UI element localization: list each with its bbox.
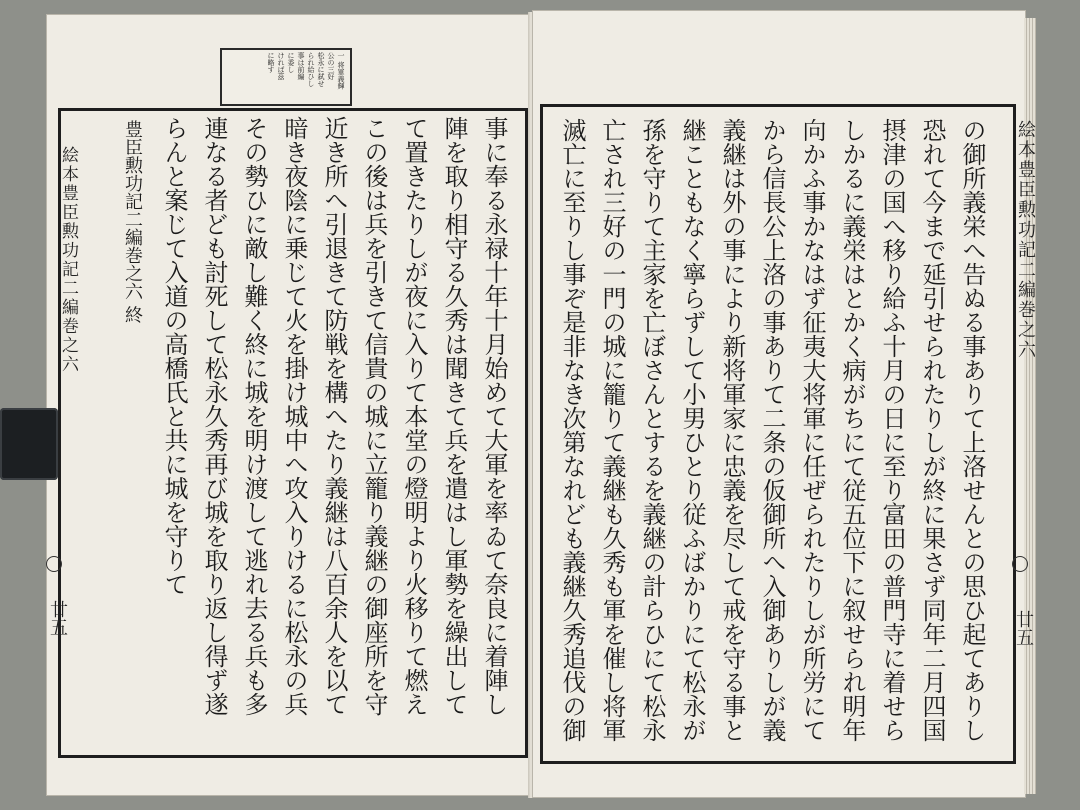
- binding-hole-icon: [1012, 556, 1028, 572]
- note-line: られ給ひし: [307, 52, 315, 87]
- left-folio: 廿五: [47, 600, 68, 636]
- note-line: に略す: [267, 52, 275, 73]
- right-text-column: 継こともなく寧らずして小男ひとり従ふばかりにて松永が: [678, 118, 706, 742]
- volume-end-mark: 豊臣勲功記二編巻之六 終: [122, 120, 143, 324]
- note-line: 松永に弑せ: [317, 52, 325, 87]
- left-text-column: この後は兵を引きて信貴の城に立籠り義継の御座所を守: [360, 116, 388, 716]
- right-running-title: 絵本豊臣勲功記二編巻之六: [1015, 120, 1036, 360]
- note-line: 公の三好: [327, 52, 335, 80]
- right-text-column: 孫を守りて主家を亡ぼさんとするを義継の計らひにて松永: [638, 118, 666, 742]
- left-text-column: 連なる者ども討死して松永久秀再び城を取り返し得ず遂: [200, 116, 228, 716]
- right-text-column: 亡され三好の一門の城に籠りて義継も久秀も軍を催し将軍: [598, 118, 626, 742]
- right-text-column: 恐れて今まで延引せられたりしが終に果さず同年二月四国: [918, 118, 946, 742]
- right-text-column: 滅亡に至りし事ぞ是非なき次第なれども義継久秀追伐の御: [558, 118, 586, 742]
- left-text-column: 事に奉る永禄十年十月始めて大軍を率ゐて奈良に着陣し: [480, 116, 508, 716]
- note-line: に委し: [287, 52, 295, 73]
- note-line: 事は前編: [297, 52, 305, 80]
- right-folio: 廿五: [1013, 610, 1034, 646]
- note-line: ければ茲: [277, 52, 285, 80]
- left-text-column: て置きたりしが夜に入りて本堂の燈明より火移りて燃え: [400, 116, 428, 716]
- binding-hole-icon-left: [46, 556, 62, 572]
- binder-clip: [0, 408, 58, 480]
- right-text-column: 向かふ事かなはず征夷大将軍に任ぜられたりしが所労にて: [798, 118, 826, 742]
- right-text-column: しかるに義栄はとかく病がちにて従五位下に叙せられ明年: [838, 118, 866, 742]
- left-running-title: 絵本豊臣勲功記二編巻之六: [58, 146, 78, 374]
- right-text-column: の御所義栄へ告ぬる事ありて上洛せんとの思ひ起てありし: [958, 118, 986, 742]
- marginal-note-box: [220, 48, 352, 106]
- left-text-column: 暗き夜陰に乗じて火を掛け城中へ攻入りけるに松永の兵: [280, 116, 308, 716]
- right-text-column: 摂津の国へ移り給ふ十月の日に至り富田の普門寺に着せら: [878, 118, 906, 742]
- right-text-column: 義継は外の事により新将軍家に忠義を尽して戒を守る事と: [718, 118, 746, 742]
- left-text-column: 近き所へ引退きて防戦を構へたり義継は八百余人を以て: [320, 116, 348, 716]
- note-line: 一 将軍義輝: [337, 52, 345, 90]
- left-text-column: 陣を取り相守る久秀は聞きて兵を遣はし軍勢を繰出して: [440, 116, 468, 716]
- left-text-column: その勢ひに敵し難く終に城を明け渡して逃れ去る兵も多: [240, 116, 268, 716]
- right-text-column: から信長公上洛の事ありて二条の仮御所へ入御ありしが義: [758, 118, 786, 742]
- left-text-column: らんと案じて入道の高橋氏と共に城を守りて: [160, 116, 188, 596]
